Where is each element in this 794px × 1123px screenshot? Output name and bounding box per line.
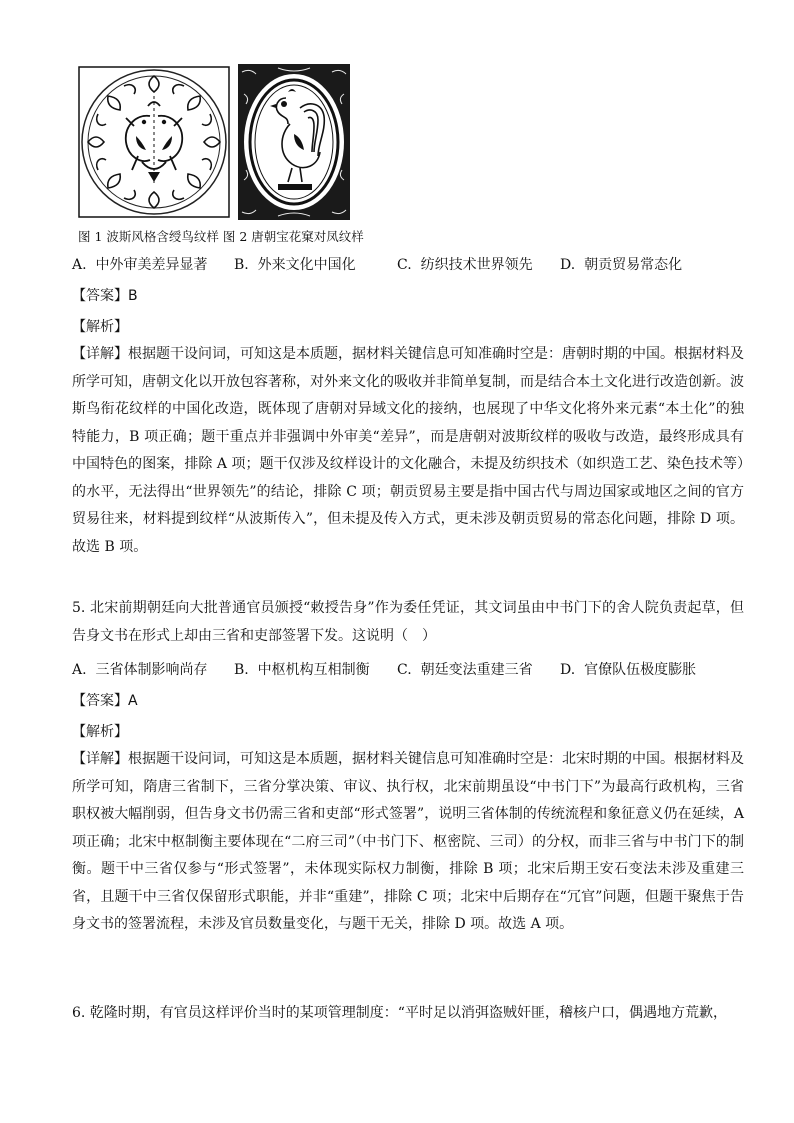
option-letter: C.	[397, 257, 412, 273]
option-text: 三省体制影响尚存	[95, 662, 208, 678]
q4-option-a	[72, 255, 207, 275]
q5-option-d	[560, 660, 696, 680]
option-text: 中外审美差异显著	[95, 257, 208, 273]
q4-answer	[72, 286, 138, 306]
q4-option-d	[560, 255, 682, 275]
q5-answer	[72, 691, 138, 711]
q5-detail-paragraph: 【详解】根据题干设问词，可知这是本质题，据材料关键信息可知准确时空是：北宋时期的中国。根据材料及所学可知，隋唐三省制下，三省分掌决策、审议、执行权，北宋前期虽设“中书门下”为最高行政机构，三省职权被大幅削弱，但告身文书仍需三省和吏部“形式签署”，说明三省体制的传统流程和象征意义仍在延续，A 项正确；北宋中枢制衡主要体现在“二府三司”（中书门下、枢密院、三司）的分权，而非三省与中书门下的制衡。题干中三省仅参与“形式签署”，未体现实际权力制衡，排除 B 项；北宋后期王安石变法未涉及重建三省，且题干中三省仅保留形式职能，并非“重建”，排除 C 项；北宋中后期存在“冗官”问题，但题干聚焦于告身文书的签署流程，未涉及官员数量变化，与题干无关，排除 D 项。故选 A 项。	[72, 751, 744, 932]
q5-option-b	[234, 660, 370, 680]
option-letter: C.	[397, 662, 412, 678]
answer-label: 【答案】	[72, 693, 128, 709]
option-letter: B.	[234, 662, 249, 678]
q6-stem: 6. 乾隆时期，有官员这样评价当时的某项管理制度：“平时足以消弭盗贼奸匪，稽核户口，偶遇地方荒歉，	[72, 1005, 727, 1021]
answer-value: A	[128, 693, 138, 709]
option-text: 中枢机构互相制衡	[257, 662, 370, 678]
q4-analysis-label: 【解析】	[72, 319, 128, 335]
option-letter: D.	[560, 662, 576, 678]
q5-stem: 5. 北宋前期朝廷向大批普通官员颁授“敕授告身”作为委任凭证，其文词虽由中书门下的舍人院负责起草，但告身文书在形式上却由三省和吏部签署下发。这说明（ ）	[72, 600, 744, 644]
option-text: 朝贡贸易常态化	[584, 257, 683, 273]
option-letter: A.	[72, 662, 87, 678]
figure-1-persian-bird-pattern	[78, 66, 230, 218]
option-text: 官僚队伍极度膨胀	[584, 662, 697, 678]
answer-value: B	[128, 288, 138, 304]
option-letter: A.	[72, 257, 87, 273]
figure-group	[78, 64, 398, 222]
q5-option-c	[397, 660, 533, 680]
option-text: 朝廷变法重建三省	[420, 662, 533, 678]
option-text: 外来文化中国化	[257, 257, 356, 273]
q5-option-a	[72, 660, 207, 680]
q4-detail-paragraph: 【详解】根据题干设问词，可知这是本质题，据材料关键信息可知准确时空是：唐朝时期的中国。根据材料及所学可知，唐朝文化以开放包容著称，对外来文化的吸收并非简单复制，而是结合本土文化进行改造创新。波斯鸟衔花纹样的中国化改造，既体现了唐朝对异域文化的接纳，也展现了中华文化将外来元素“本土化”的独特能力，B 项正确；题干重点并非强调中外审美“差异”，而是唐朝对波斯纹样的吸收与改造，最终形成具有中国特色的图案，排除 A 项；题干仅涉及纹样设计的文化融合，未提及纺织技术（如织造工艺、染色技术等）的水平，无法得出“世界领先”的结论，排除 C 项；朝贡贸易主要是指中国古代与周边国家或地区之间的官方贸易往来，材料提到纹样“从波斯传入”，但未提及传入方式，更未涉及朝贡贸易的常态化问题，排除 D 项。故选 B 项。	[72, 346, 744, 555]
answer-label: 【答案】	[72, 288, 128, 304]
option-text: 纺织技术世界领先	[420, 257, 533, 273]
figure-caption: 图 1 波斯风格含绶鸟纹样 图 2 唐朝宝花窠对凤纹样	[78, 229, 364, 244]
q4-option-c	[397, 255, 533, 275]
figure-2-tang-phoenix-pattern	[238, 64, 350, 220]
q5-analysis-label: 【解析】	[72, 724, 128, 740]
option-letter: B.	[234, 257, 249, 273]
option-letter: D.	[560, 257, 576, 273]
q4-option-b	[234, 255, 356, 275]
